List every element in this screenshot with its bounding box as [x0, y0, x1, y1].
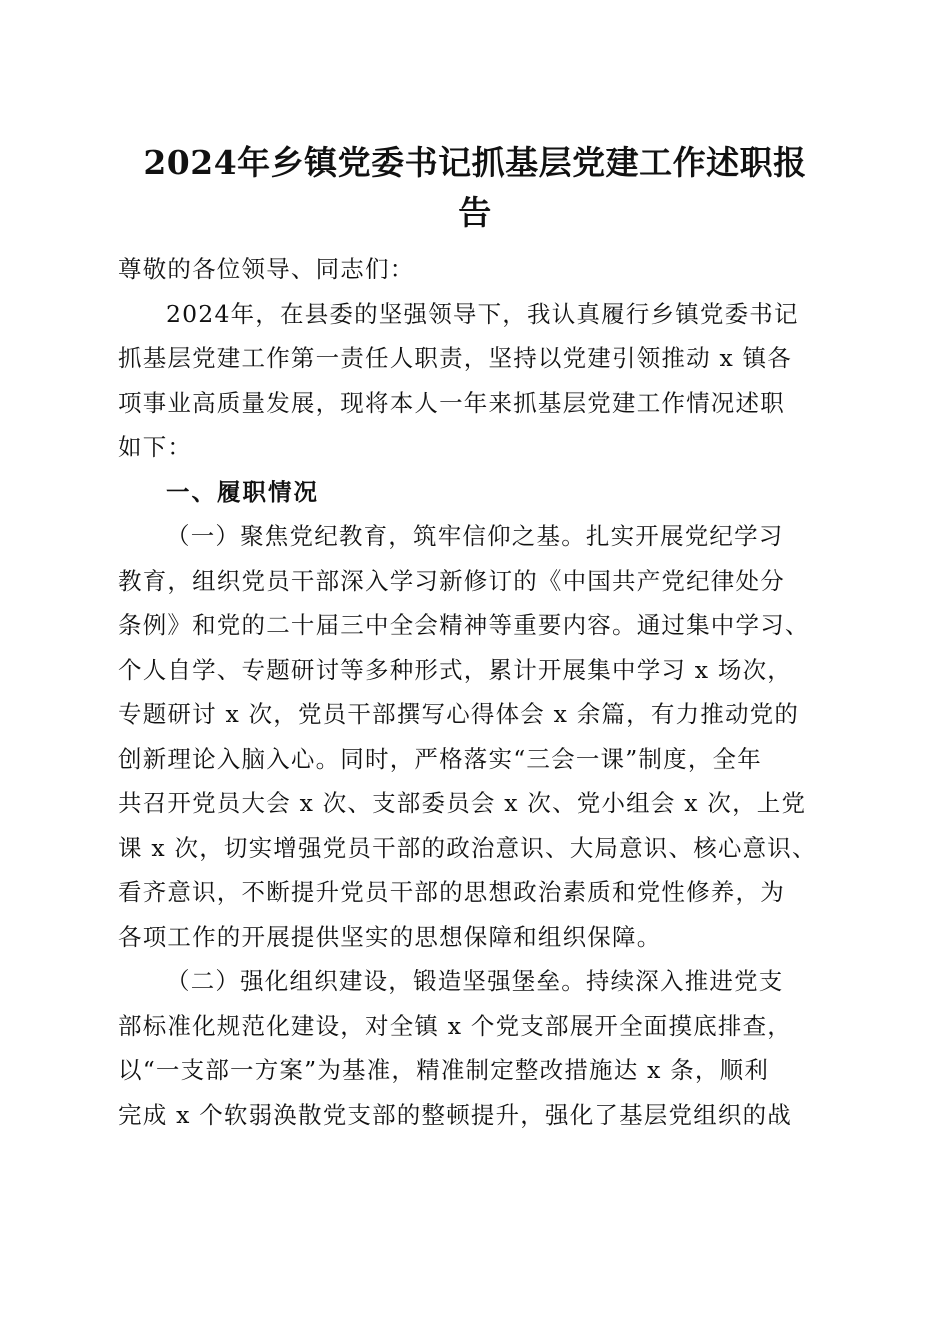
section-heading: 一、履职情况 — [166, 477, 319, 506]
paragraph-line: 共召开党员大会 x 次、支部委员会 x 次、党小组会 x 次，上党 — [118, 789, 807, 817]
paragraph-line: 完成 x 个软弱涣散党支部的整顿提升，强化了基层党组织的战 — [118, 1100, 792, 1129]
paragraph-line: 创新理论入脑入心。同时，严格落实“三会一课”制度，全年 — [118, 744, 762, 773]
paragraph-line: 2024年，在县委的坚强领导下，我认真履行乡镇党委书记 — [166, 299, 799, 328]
paragraph-line: 部标准化规范化建设，对全镇 x 个党支部展开全面摸底排查， — [118, 1011, 792, 1040]
paragraph-line: 如下： — [118, 433, 193, 461]
paragraph-line: 以“一支部一方案”为基准，精准制定整改措施达 x 条，顺利 — [118, 1056, 770, 1084]
paragraph-line: 个人自学、专题研讨等多种形式，累计开展集中学习 x 场次， — [118, 655, 792, 684]
paragraph-line: 抓基层党建工作第一责任人职责，坚持以党建引领推动 x 镇各 — [118, 344, 792, 372]
paragraph-line: 条例》和党的二十届三中全会精神等重要内容。通过集中学习、 — [118, 611, 810, 639]
paragraph-line: （一）聚焦党纪教育，筑牢信仰之基。扎实开展党纪学习 — [166, 522, 784, 550]
title-line-1: 2024年乡镇党委书记抓基层党建工作述职报 — [143, 143, 807, 182]
salutation: 尊敬的各位领导、同志们： — [118, 255, 415, 283]
document-body — [118, 247, 838, 1137]
paragraph-line: 各项工作的开展提供坚实的思想保障和组织保障。 — [118, 922, 662, 951]
paragraph-line: 看齐意识，不断提升党员干部的思想政治素质和党性修养，为 — [118, 878, 785, 906]
paragraph-line: （二）强化组织建设，锻造坚强堡垒。持续深入推进党支 — [166, 967, 784, 995]
paragraph-line: 教育，组织党员干部深入学习新修订的《中国共产党纪律处分 — [118, 566, 785, 595]
paragraph-line: 课 x 次，切实增强党员干部的政治意识、大局意识、核心意识、 — [118, 833, 817, 862]
paragraph-line: 项事业高质量发展，现将本人一年来抓基层党建工作情况述职 — [118, 388, 785, 417]
document-title — [120, 138, 830, 238]
title-line-2: 告 — [458, 193, 492, 232]
paragraph-line: 专题研讨 x 次，党员干部撰写心得体会 x 余篇，有力推动党的 — [118, 700, 800, 728]
